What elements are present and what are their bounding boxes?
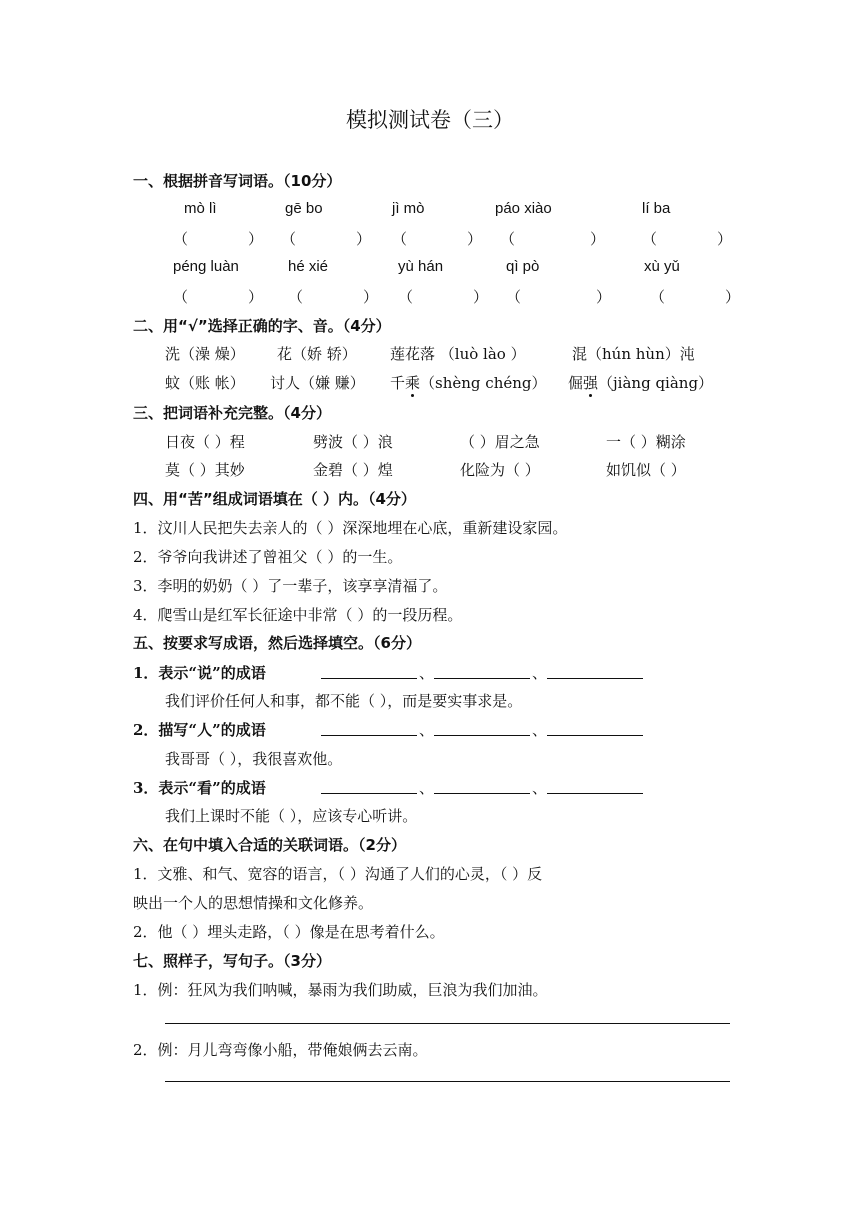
dotted-char: 乘 [405, 374, 421, 392]
pinyin-9: qì pò [506, 258, 540, 275]
choice-item[interactable] [390, 372, 547, 393]
answer-bracket[interactable]: （ ） [173, 288, 264, 306]
choice-item[interactable] [568, 372, 713, 393]
choice-item[interactable]: 混（hún hùn）沌 [572, 345, 695, 363]
answer-line[interactable] [165, 1023, 730, 1024]
separator: 、 [532, 779, 548, 797]
idiom-fill[interactable]: （ ）眉之急 [460, 433, 540, 451]
pinyin-7: hé xié [288, 258, 329, 275]
answer-bracket[interactable]: （ ） [288, 288, 379, 306]
answer-bracket[interactable]: （ ） [500, 230, 606, 248]
choice-item[interactable]: 洗（澡 燥） [165, 345, 245, 363]
idiom-fill[interactable]: 金碧（ ）煌 [313, 461, 393, 479]
fill-sentence[interactable]: 我们评价任何人和事，都不能（ ），而是要实事求是。 [165, 692, 523, 710]
idiom-fill[interactable]: 莫（ ）其妙 [165, 461, 245, 479]
answer-line[interactable] [434, 793, 530, 794]
answer-bracket[interactable]: （ ） [506, 288, 612, 306]
section-2-heading: 二、用“√”选择正确的字、音。（4分） [133, 317, 391, 335]
section-7-heading: 七、照样子，写句子。（3分） [133, 952, 331, 970]
page-title: 模拟测试卷（三） [346, 108, 514, 132]
answer-bracket[interactable]: （ ） [650, 288, 741, 306]
fill-sentence[interactable]: 1．文雅、和气、宽容的语言，（ ）沟通了人们的心灵，（ ）反 [133, 865, 543, 883]
answer-bracket[interactable]: （ ） [642, 230, 733, 248]
fill-sentence[interactable]: 2．爷爷向我讲述了曾祖父（ ）的一生。 [133, 548, 403, 566]
answer-bracket[interactable]: （ ） [173, 230, 264, 248]
choice-pinyin: （shèng chéng） [420, 374, 547, 392]
pinyin-1: mò lì [184, 200, 217, 217]
answer-line[interactable] [547, 735, 643, 736]
idiom-question: 1．表示“说”的成语 [133, 664, 266, 682]
fill-sentence[interactable]: 2．他（ ）埋头走路，（ ）像是在思考着什么。 [133, 923, 445, 941]
pinyin-3: jì mò [392, 200, 425, 217]
answer-bracket[interactable]: （ ） [281, 230, 372, 248]
fill-sentence[interactable]: 3．李明的奶奶（ ）了一辈子，该享享清福了。 [133, 577, 448, 595]
choice-char: 倔 [568, 374, 584, 392]
section-5-heading: 五、按要求写成语，然后选择填空。（6分） [133, 634, 421, 652]
answer-line[interactable] [321, 793, 417, 794]
answer-line[interactable] [547, 678, 643, 679]
example-sentence: 1．例：狂风为我们呐喊，暴雨为我们助威，巨浪为我们加油。 [133, 981, 548, 999]
separator: 、 [419, 664, 435, 682]
fill-sentence[interactable]: 1．汶川人民把失去亲人的（ ）深深地埋在心底，重新建设家园。 [133, 519, 568, 537]
pinyin-5: lí ba [642, 200, 671, 217]
fill-sentence[interactable]: 4．爬雪山是红军长征途中非常（ ）的一段历程。 [133, 606, 463, 624]
idiom-fill[interactable]: 化险为（ ） [460, 461, 540, 479]
choice-item[interactable]: 莲花落 （luò lào ） [390, 345, 526, 363]
idiom-fill[interactable]: 劈波（ ）浪 [313, 433, 393, 451]
pinyin-4: páo xiào [495, 200, 552, 217]
pinyin-2: gē bo [285, 200, 323, 217]
sentence-continuation: 映出一个人的思想情操和文化修养。 [133, 894, 374, 912]
idiom-fill[interactable]: 一（ ）糊涂 [606, 433, 686, 451]
choice-char: 千 [390, 374, 406, 392]
example-sentence: 2．例：月儿弯弯像小船，带俺娘俩去云南。 [133, 1041, 428, 1059]
pinyin-8: yù hán [398, 258, 444, 275]
section-4-heading: 四、用“苦”组成词语填在（ ）内。（4分） [133, 490, 416, 508]
pinyin-10: xù yǔ [644, 258, 680, 275]
section-6-heading: 六、在句中填入合适的关联词语。（2分） [133, 836, 406, 854]
separator: 、 [532, 721, 548, 739]
choice-item[interactable]: 讨人（嫌 赚） [270, 374, 365, 392]
idiom-question: 3．表示“看”的成语 [133, 779, 266, 797]
section-3-heading: 三、把词语补充完整。（4分） [133, 404, 331, 422]
fill-sentence[interactable]: 我们上课时不能（ ），应该专心听讲。 [165, 807, 418, 825]
separator: 、 [419, 779, 435, 797]
idiom-fill[interactable]: 日夜（ ）程 [165, 433, 245, 451]
choice-pinyin: （jiàng qiàng） [598, 374, 714, 392]
choice-item[interactable]: 蚊（账 帐） [165, 374, 245, 392]
choice-item[interactable]: 花（娇 轿） [277, 345, 357, 363]
answer-line[interactable] [321, 735, 417, 736]
answer-line[interactable] [547, 793, 643, 794]
separator: 、 [419, 721, 435, 739]
pinyin-6: péng luàn [173, 258, 239, 275]
answer-bracket[interactable]: （ ） [392, 230, 483, 248]
separator: 、 [532, 664, 548, 682]
fill-sentence[interactable]: 我哥哥（ ），我很喜欢他。 [165, 750, 343, 768]
idiom-fill[interactable]: 如饥似（ ） [606, 461, 686, 479]
answer-line[interactable] [165, 1081, 730, 1082]
answer-line[interactable] [434, 678, 530, 679]
answer-line[interactable] [321, 678, 417, 679]
section-1-heading: 一、根据拼音写词语。（10分） [133, 172, 342, 190]
answer-bracket[interactable]: （ ） [398, 288, 489, 306]
answer-line[interactable] [434, 735, 530, 736]
idiom-question: 2．描写“人”的成语 [133, 721, 266, 739]
dotted-char: 强 [583, 374, 599, 392]
